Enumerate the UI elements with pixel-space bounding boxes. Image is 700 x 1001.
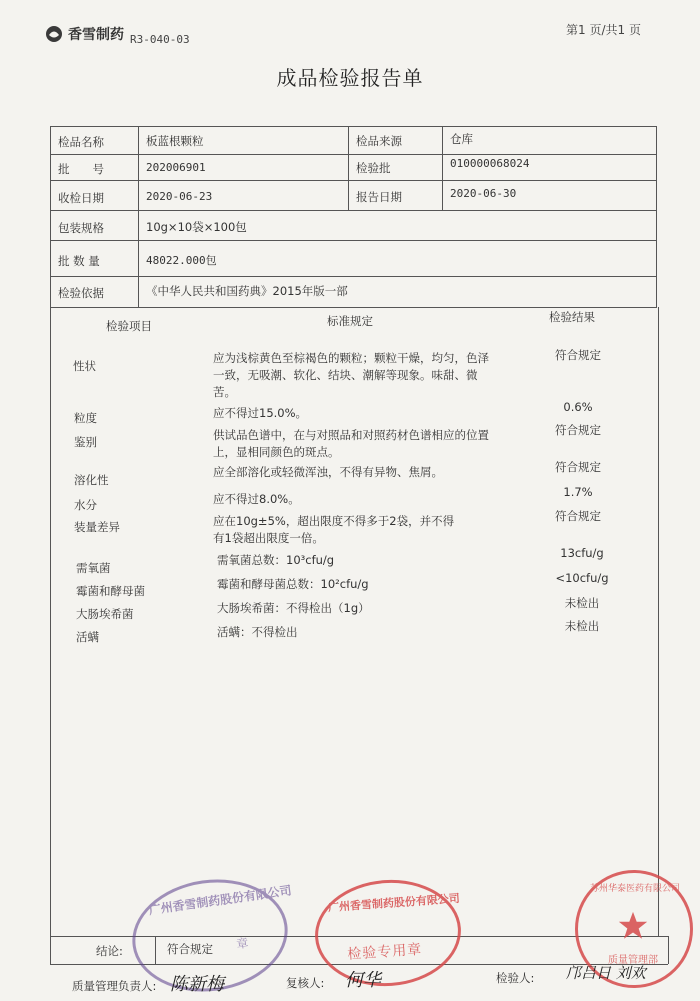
result-value: 符合规定 (555, 423, 601, 437)
result-standard: 需氧菌总数：10³cfu/g (217, 553, 335, 567)
result-item: 活螨 (76, 630, 99, 644)
col-header-result: 检验结果 (549, 310, 595, 324)
result-standard: 应全部溶化或轻微浑浊，不得有异物、焦屑。 (213, 465, 443, 479)
receive-date-value: 2020-06-23 (146, 190, 213, 203)
result-item: 装量差异 (74, 520, 120, 534)
col-header-item: 检验项目 (106, 319, 152, 333)
receive-date-label: 收检日期 (58, 191, 104, 205)
product-name-label: 检品名称 (58, 135, 104, 149)
inspection-batch-label: 检验批 (356, 161, 391, 175)
result-standard: 供试品色谱中，在与对照品和对照药材色谱相应的位置上，显相同颜色的斑点。 (213, 428, 489, 459)
batch-value: 202006901 (146, 161, 206, 174)
result-item: 大肠埃希菌 (76, 607, 134, 621)
inspection-seal-center: 检验专用章 (346, 941, 423, 963)
quality-manager-label: 质量管理负责人: (72, 979, 157, 993)
result-standard: 应在10g±5%，超出限度不得多于2袋，并不得有1袋超出限度一倍。 (213, 514, 455, 545)
result-value: 0.6% (563, 400, 593, 414)
result-standard: 应为浅棕黄色至棕褐色的颗粒；颗粒干燥，均匀，色泽一致，无吸潮、软化、结块、潮解等现象。味甜、微苦。 (213, 351, 489, 399)
result-value: <10cfu/g (555, 571, 609, 585)
result-value: 未检出 (564, 619, 600, 633)
result-value: 符合规定 (555, 509, 601, 523)
star-icon (616, 909, 650, 943)
basis-value: 《中华人民共和国药典》2015年版一部 (146, 284, 348, 298)
source-value: 仓库 (450, 132, 473, 146)
product-name-value: 板蓝根颗粒 (146, 134, 204, 148)
result-standard: 活螨：不得检出 (217, 625, 298, 639)
result-standard: 应不得过8.0%。 (213, 492, 300, 506)
result-standard: 霉菌和酵母菌总数：10²cfu/g (217, 577, 369, 591)
package-value: 10g×10袋×100包 (146, 220, 247, 234)
result-item: 霉菌和酵母菌 (76, 584, 145, 598)
result-value: 符合规定 (555, 348, 601, 362)
basis-label: 检验依据 (58, 286, 104, 300)
inspection-seal (311, 875, 464, 991)
batch-label: 批 号 (58, 162, 104, 176)
result-item: 性状 (73, 359, 96, 373)
logo-text: 香雪制药 (68, 27, 124, 43)
result-standard: 大肠埃希菌：不得检出（1g） (217, 601, 370, 615)
report-date-value: 2020-06-30 (450, 187, 517, 200)
red-seal-bottom: 质量管理部 (608, 955, 658, 966)
quantity-label: 批 数 量 (58, 254, 100, 268)
reviewer-signature: 何华 (345, 970, 381, 991)
red-seal-text: 苏州华泰医药有限公司 (590, 884, 681, 894)
inspection-batch-value: 010000068024 (450, 157, 530, 170)
inspector-signature: 邝吕日 刘欢 (566, 964, 646, 982)
reviewer-label: 复核人: (286, 976, 325, 990)
result-value: 1.7% (563, 485, 593, 499)
result-value: 未检出 (564, 596, 600, 610)
result-item: 需氧菌 (76, 561, 111, 575)
page-number: 第1 页/共1 页 (566, 23, 641, 37)
result-standard: 应不得过15.0%。 (213, 406, 308, 420)
quantity-value: 48022.000包 (146, 254, 217, 267)
document-code: R3-040-03 (130, 33, 190, 46)
result-value: 13cfu/g (560, 546, 604, 560)
logo-icon (44, 24, 64, 44)
result-item: 水分 (74, 498, 97, 512)
conclusion-value: 符合规定 (167, 942, 213, 956)
col-header-standard: 标准规定 (327, 314, 373, 328)
company-logo (44, 24, 124, 44)
report-date-label: 报告日期 (356, 190, 402, 204)
company-seal-center: 章 (235, 935, 250, 952)
inspector-label: 检验人: (496, 971, 535, 985)
inspection-seal-text: 广州香雪制药股份有限公司 (327, 891, 461, 915)
quality-manager-signature: 陈新梅 (170, 974, 224, 995)
company-seal-text: 广州香雪制药股份有限公司 (147, 883, 293, 918)
result-item: 鉴别 (74, 435, 97, 449)
conclusion-label: 结论: (96, 944, 123, 958)
report-title: 成品检验报告单 (276, 66, 424, 90)
result-value: 符合规定 (555, 460, 601, 474)
source-label: 检品来源 (356, 134, 402, 148)
result-item: 溶化性 (74, 473, 109, 487)
result-item: 粒度 (74, 411, 97, 425)
package-label: 包装规格 (58, 221, 104, 235)
